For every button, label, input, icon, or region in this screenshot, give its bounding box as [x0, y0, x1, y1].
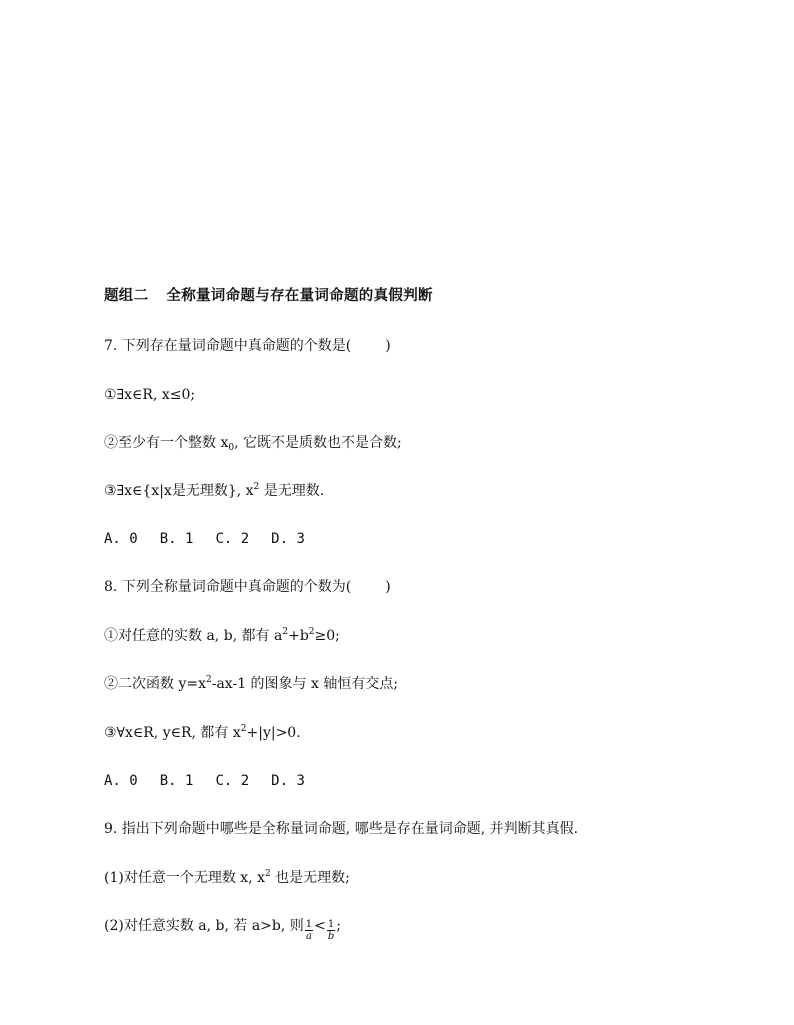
question-8-option-a: A. 0: [104, 773, 138, 789]
section-title: 全称量词命题与存在量词命题的真假判断: [166, 288, 433, 304]
question-8-stem-text: 8. 下列全称量词命题中真命题的个数为(: [104, 579, 352, 595]
question-7-item-2-pre: ②至少有一个整数 x: [104, 435, 229, 451]
question-7-item-3-post: 是无理数.: [259, 483, 325, 499]
question-7-option-b: B. 1: [159, 531, 194, 547]
fraction-2-numerator: 1: [327, 919, 335, 930]
question-8-option-b: B. 1: [159, 773, 194, 789]
question-7-option-c: C. 2: [215, 531, 250, 547]
question-7-options: [104, 529, 305, 549]
question-7-stem-text: 7. 下列存在量词命题中真命题的个数是(: [104, 338, 352, 354]
question-7-item-1: ①∃x∈R, x≤0;: [104, 387, 196, 403]
question-9-sub-2-pre: (2)对任意实数 a, b, 若 a>b, 则: [104, 918, 304, 934]
question-8-item-3: [104, 723, 301, 743]
less-than-sign: <: [314, 918, 326, 934]
question-8-item-3-pre: ③∀x∈R, y∈R, 都有 x: [104, 725, 241, 741]
question-8-item-3-sup: 2: [240, 724, 247, 734]
question-9-sub-2-post: ;: [336, 918, 342, 934]
question-8-stem-close: ): [385, 579, 391, 595]
question-7-item-3-pre: ③∃x∈{x|x是无理数}, x: [104, 483, 254, 499]
question-9-sub-1: [104, 868, 350, 888]
question-9-sub-2: [104, 916, 341, 942]
question-8-item-1-post: ≥0;: [314, 628, 340, 644]
question-8-item-1-sup-2: 2: [308, 627, 315, 637]
fraction-2-denominator: b: [327, 931, 335, 942]
question-8-item-1-mid: +b: [288, 628, 309, 644]
question-8-option-d: D. 3: [271, 773, 305, 789]
question-9-stem: 9. 指出下列命题中哪些是全称量词命题, 哪些是存在量词命题, 并判断其真假.: [104, 821, 579, 837]
question-8-item-1-pre: ①对任意的实数 a, b, 都有 a: [104, 628, 283, 644]
section-group-label: 题组二: [104, 288, 149, 304]
question-8-item-2-post: -ax-1 的图象与 x 轴恒有交点;: [211, 676, 399, 692]
question-7-item-2: [104, 433, 402, 453]
fraction-1-denominator: a: [305, 931, 312, 942]
question-7-item-3: [104, 481, 324, 501]
question-7-option-a: A. 0: [104, 531, 138, 547]
question-8-item-1-sup-1: 2: [282, 627, 289, 637]
question-8-options: [104, 771, 305, 791]
fraction-one-over-b: [327, 919, 335, 942]
section-heading: [104, 286, 433, 306]
question-7-option-d: D. 3: [271, 531, 305, 547]
question-8-item-3-post: +|y|>0.: [246, 725, 301, 741]
question-9-sub-1-pre: (1)对任意一个无理数 x, x: [104, 870, 265, 886]
question-8-item-2-sup: 2: [206, 675, 212, 685]
question-7-item-3-sup: 2: [253, 482, 260, 492]
question-9-sub-1-sup: 2: [264, 869, 271, 879]
question-8-item-1: [104, 626, 340, 646]
question-8-option-c: C. 2: [215, 773, 250, 789]
fraction-1-numerator: 1: [305, 919, 313, 930]
question-8-item-2: [104, 674, 398, 694]
question-8-item-2-pre: ②二次函数 y=x: [104, 676, 206, 692]
fraction-one-over-a: [305, 919, 313, 942]
question-7-stem-close: ): [385, 338, 391, 354]
question-8-stem: [104, 577, 391, 597]
question-9-sub-1-post: 也是无理数;: [270, 870, 350, 886]
question-7-item-2-post: , 它既不是质数也不是合数;: [234, 435, 402, 451]
question-7-item-2-sub: 0: [228, 443, 235, 453]
question-7-stem: [104, 336, 391, 356]
